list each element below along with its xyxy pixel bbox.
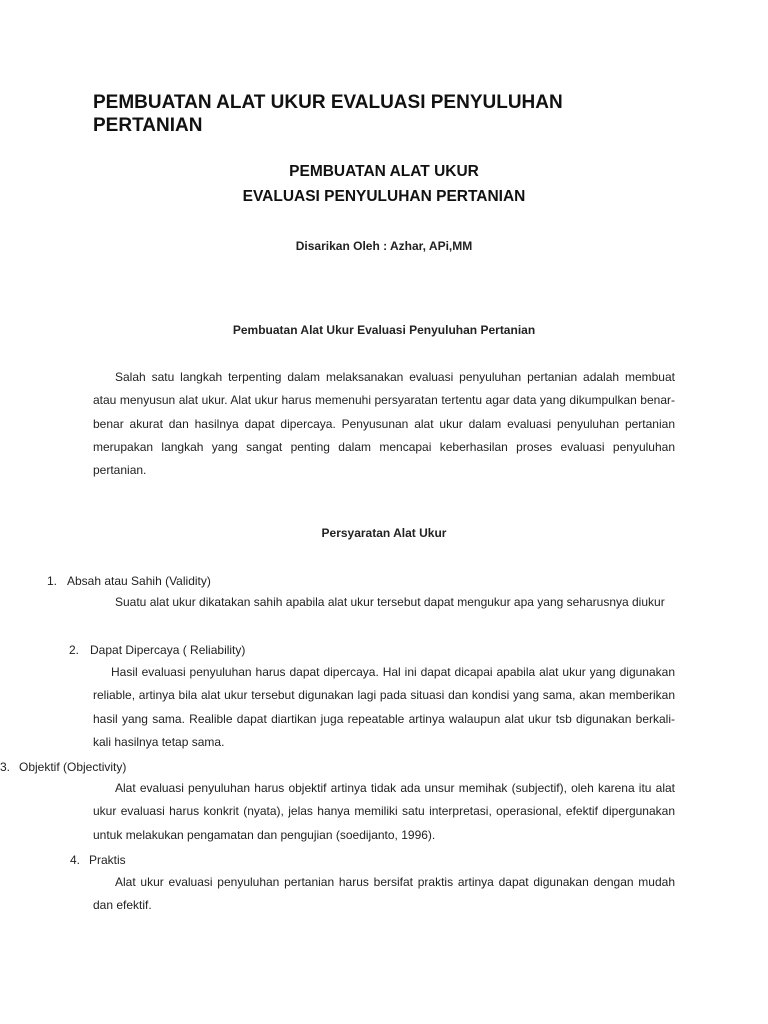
list-item-text (93, 591, 675, 614)
list-item-text (93, 777, 675, 847)
subtitle-line2: EVALUASI PENYULUHAN PERTANIAN (242, 188, 526, 205)
list-item-title (0, 759, 126, 775)
list-item-title (69, 642, 245, 658)
list-item-text-content: Suatu alat ukur dikatakan sahih apabila alat ukur tersebut dapat mengukur apa yang seharusnya diukur (115, 595, 665, 609)
intro-paragraph (93, 366, 675, 482)
requirements-heading: Persyaratan Alat Ukur (321, 526, 447, 540)
list-item-number: 4. (70, 853, 81, 867)
document-title (93, 91, 693, 137)
section-heading: Pembuatan Alat Ukur Evaluasi Penyuluhan Pertanian (232, 323, 536, 337)
list-item-title (70, 852, 126, 868)
list-item-title-text: Dapat Dipercaya ( Reliability) (90, 643, 246, 657)
list-item-title (47, 573, 211, 589)
list-item-text (93, 661, 675, 754)
document-title-line1: PEMBUATAN ALAT UKUR EVALUASI PENYULUHAN (93, 92, 563, 113)
list-item-text (93, 871, 675, 918)
subtitle-line1: PEMBUATAN ALAT UKUR (289, 163, 479, 180)
author-line: Disarikan Oleh : Azhar, APi,MM (295, 239, 473, 253)
list-item-number: 1. (47, 574, 58, 588)
intro-paragraph-text: Salah satu langkah terpenting dalam melaksanakan evaluasi penyuluhan pertanian adalah membuat atau menyusun alat ukur. Alat ukur harus memenuhi persyaratan tertentu agar data yang dikumpulkan benar-benar akurat dan hasilnya dapat dipercaya. Penyusunan alat ukur dalam evaluasi penyuluhan pertanian merupakan langkah yang sangat penting dalam mencapai keberhasilan proses evaluasi penyuluhan pertanian. (93, 370, 675, 478)
document-title-line2: PERTANIAN (93, 115, 203, 136)
list-item-title-text: Absah atau Sahih (Validity) (67, 574, 211, 588)
list-item-number: 2. (69, 643, 80, 657)
list-item-text-content: Alat ukur evaluasi penyuluhan pertanian harus bersifat praktis artinya dapat digunakan dengan mudah dan efektif. (93, 875, 675, 913)
list-item-number: 3. (0, 760, 11, 774)
list-item-text-content: Alat evaluasi penyuluhan harus objektif artinya tidak ada unsur memihak (subjectif), oleh karena itu alat ukur evaluasi harus konkrit (nyata), jelas hanya memiliki satu interpretasi, operasional, efektif dipergunakan untuk melakukan pengamatan dan pengujian (soedijanto, 1996). (93, 781, 675, 842)
list-item-title-text: Praktis (89, 853, 126, 867)
list-item-text-content: Hasil evaluasi penyuluhan harus dapat dipercaya. Hal ini dapat dicapai apabila alat ukur yang digunakan reliable, artinya bila alat ukur tersebut digunakan lagi pada situasi dan kondisi yang sama, akan memberikan hasil yang sama. Realible dapat diartikan juga repeatable artinya walaupun alat ukur tsb digunakan berkali-kali hasilnya tetap sama. (93, 665, 675, 749)
list-item-title-text: Objektif (Objectivity) (19, 760, 127, 774)
